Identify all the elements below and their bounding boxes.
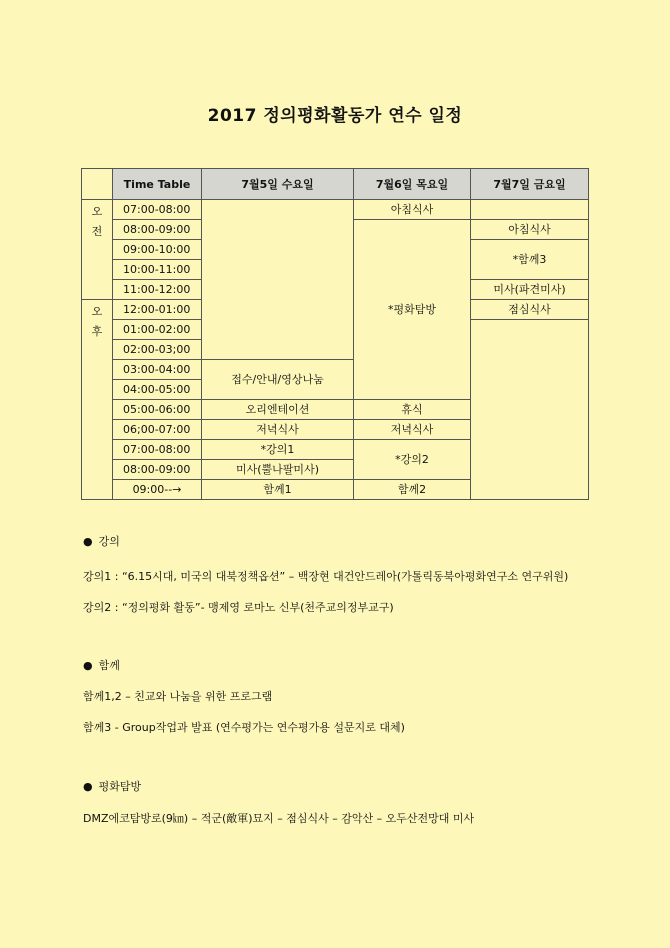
schedule-table [81,168,589,500]
time-slot: 10:00-11:00 [113,260,202,280]
header-friday: 7월7일 금요일 [471,169,589,200]
time-slot: 05:00-06:00 [113,400,202,420]
fri-free-block [471,320,589,500]
header-wednesday: 7월5일 수요일 [202,169,354,200]
fri-mass: 미사(파견미사) [471,280,589,300]
header-thursday: 7월6일 목요일 [354,169,471,200]
together12-line: 함께1,2 – 친교와 나눔을 위한 프로그램 [83,690,273,703]
fri-empty-slot [471,200,589,220]
header-time-table: Time Table [113,169,202,200]
time-slot: 07:00-08:00 [113,200,202,220]
lecture-heading: ● 강의 [83,535,120,548]
time-slot: 07:00-08:00 [113,440,202,460]
time-slot: 08:00-09:00 [113,460,202,480]
together3-line: 함께3 - Group작업과 발표 (연수평가는 연수평가용 설문지로 대체) [83,721,405,734]
thu-rest: 휴식 [354,400,471,420]
wed-dinner: 저녁식사 [202,420,354,440]
wed-free-block [202,200,354,360]
time-slot-last [113,480,202,500]
peace-tour-heading: ● 평화탐방 [83,780,142,793]
time-slot: 09:00-10:00 [113,240,202,260]
time-slot: 04:00-05:00 [113,380,202,400]
pm-label: 오 후 [82,300,113,500]
lecture2-line: 강의2 : “정의평화 활동”- 맹제영 로마노 신부(천주교의정부교구) [83,601,394,614]
time-slot: 03:00-04:00 [113,360,202,380]
fri-together3: *함께3 [471,240,589,280]
bullet-icon: ● [83,659,93,672]
wed-orientation: 오리엔테이션 [202,400,354,420]
thu-peace-tour: *평화탐방 [354,220,471,400]
time-slot: 06;00-07:00 [113,420,202,440]
time-slot: 08:00-09:00 [113,220,202,240]
am-label: 오 전 [82,200,113,300]
wed-mass: 미사(뿔나팔미사) [202,460,354,480]
time-slot-label: 09:00-- [132,483,173,496]
bullet-icon: ● [83,535,93,548]
thu-dinner: 저녁식사 [354,420,471,440]
thu-breakfast: 아침식사 [354,200,471,220]
wed-reception: 접수/안내/영상나눔 [202,360,354,400]
together-heading: ● 함께 [83,659,120,672]
peace-tour-line: DMZ에코탐방로(9㎞) – 적군(敵軍)묘지 – 점심식사 – 감악산 – 오두산전망대 미사 [83,812,475,825]
time-slot: 02:00-03;00 [113,340,202,360]
lecture1-line: 강의1 : “6.15시대, 미국의 대북정책옵션” – 백장현 대건안드레아(가톨릭동북아평화연구소 연구위원) [83,570,569,583]
thu-together2: 함께2 [354,480,471,500]
table-header-row [82,169,589,200]
bullet-icon: ● [83,780,93,793]
time-slot: 11:00-12:00 [113,280,202,300]
fri-lunch: 점심식사 [471,300,589,320]
time-slot: 01:00-02:00 [113,320,202,340]
page-title: 2017 정의평화활동가 연수 일정 [207,106,463,126]
wed-lecture1: *강의1 [202,440,354,460]
thu-lecture2: *강의2 [354,440,471,480]
wed-together1: 함께1 [202,480,354,500]
table-row [82,200,589,220]
arrow-right-icon: → [172,483,182,496]
time-slot: 12:00-01:00 [113,300,202,320]
header-corner [82,169,113,200]
fri-breakfast: 아침식사 [471,220,589,240]
